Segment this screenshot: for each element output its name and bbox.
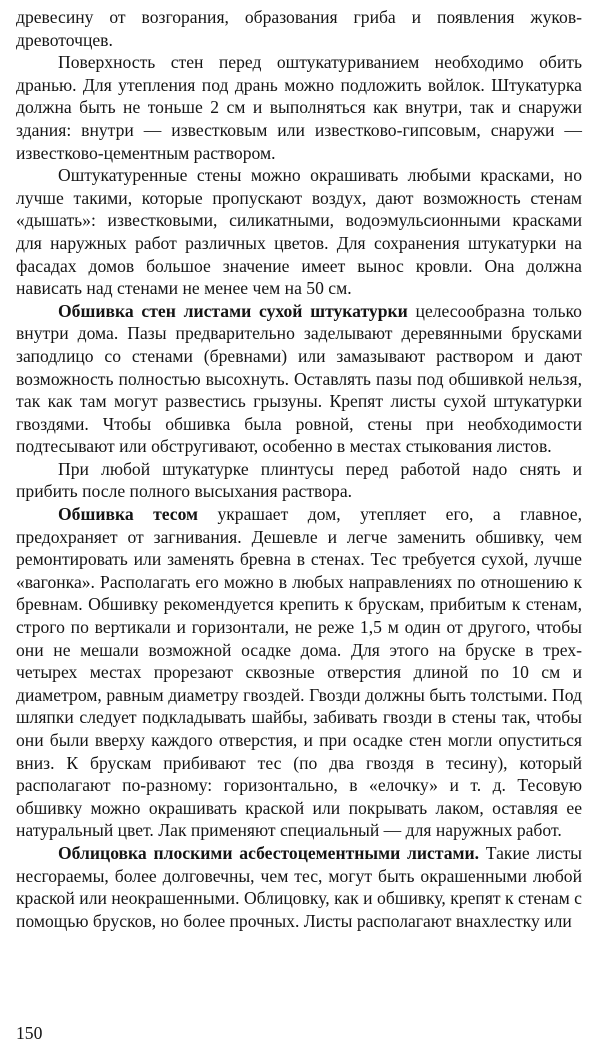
- paragraph-text: древесину от возгорания, образования гриба и появления жуков-древоточцев.: [16, 7, 582, 50]
- paragraph-baseboards: [16, 458, 582, 503]
- paragraph-board-cladding: [16, 503, 582, 842]
- paragraph-text: Поверхность стен перед оштукатуриванием необходимо обить дранью. Для утепления под дрань можно подложить войлок. Штукатурка должна быть не тоньше 2 см и выполняться как внутри, так и снаружи здания: внутри — известковым или известково-гипсовым, снаружи — известково-цементным раствором.: [16, 52, 582, 163]
- paragraph-text: Оштукатуренные стены можно окрашивать любыми красками, но лучше такими, которые пропускают воздух, дают возможность стенам «дышать»: известковыми, силикатными, водоэмульсионными красками для наружных работ различных цветов. Для сохранения штукатурки на фасадах домов большое значение имеет вынос кровли. Она должна нависать над стенами не менее чем на 50 см.: [16, 165, 582, 299]
- paragraph-asbestos-sheets: [16, 842, 582, 932]
- paragraph-text: целесообразна только внутри дома. Пазы предварительно заделывают деревянными брусками заподлицо со стенами (бревнами) или замазывают раствором и дают возможность полностью высохнуть. Оставлять пазы под обшивкой нельзя, так как там могут развестись грызуны. Крепят листы сухой штукатурки гвоздями. Чтобы обшивка была ровной, стены при необходимости подтесывают или обстругивают, особенно в местах стыкования листов.: [16, 300, 582, 457]
- paragraph-text: Такие листы несгораемы, более долговечны, чем тес, могут быть окрашенными любой краской или неокрашенными. Облицовку, как и обшивку, крепят к стенам с помощью брусков, но более прочных. Листы располагают внахлестку или: [16, 842, 582, 931]
- paragraph-text: украшает дом, утепляет его, а главное, предохраняет от загнивания. Дешевле и легче заменить обшивку, чем ремонтировать или заменять бревна в стенах. Тес требуется сухой, лучше «вагонка». Располагать его можно в любых направлениях по отношению к бревнам. Обшивку рекомендуется крепить к брускам, прибитым к стенам, строго по вертикали и горизонтали, не реже 1,5 м один от другого, чтобы они не мешали возможной осадке дома. Для этого на бруске в трех-четырех местах прорезают сквозные отверстия длиной по 10 см и диаметром, равным диаметру гвоздей. Гвозди должны быть толстыми. Под шляпки следует подкладывать шайбы, забивать гвозди в стены так, чтобы они были вверху каждого отверстия, и при осадке стен могли опуститься вниз. К брускам прибивают тес (по два гвоздя в тесину), который располагают по-разному: горизонтально, в «елочку» и т. д. Тесовую обшивку можно окрашивать краской или покрывать лаком, оставляя ее натуральный цвет. Лак применяют специальный — для наружных работ.: [16, 504, 582, 841]
- paragraph-continuation: [16, 6, 582, 51]
- paragraph-text: При любой штукатурке плинтусы перед работой надо снять и прибить после полного высыхания раствора.: [16, 458, 582, 502]
- paragraph-dry-plaster: [16, 300, 582, 458]
- paragraph-wall-surface: [16, 51, 582, 164]
- paragraph-heading: Обшивка стен листами сухой штукатурки: [58, 300, 408, 321]
- paragraph-heading: Обшивка тесом: [58, 504, 199, 525]
- page-number: 150: [16, 1023, 43, 1043]
- paragraph-heading: Облицовка плоскими асбестоцементными листами.: [58, 842, 480, 863]
- paragraph-painting: [16, 164, 582, 300]
